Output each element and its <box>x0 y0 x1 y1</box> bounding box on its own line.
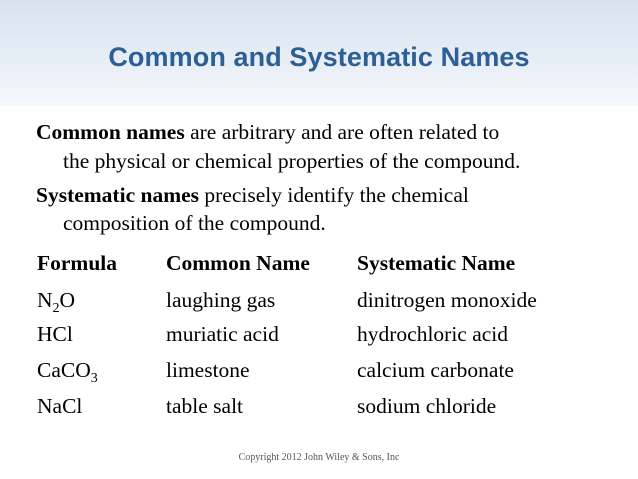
table-row <box>0 392 638 420</box>
formula-main: CaCO <box>37 358 91 382</box>
systematic-name-cell: calcium carbonate <box>357 358 514 382</box>
formula-cell <box>37 320 73 348</box>
paragraph-common-names-text: are arbitrary and are often related to <box>184 120 500 144</box>
table-row <box>0 286 638 314</box>
slide-title: Common and Systematic Names <box>108 42 530 72</box>
common-name-cell: laughing gas <box>166 288 276 312</box>
common-name-cell: limestone <box>166 358 250 382</box>
formula-subscript: 2 <box>52 301 60 316</box>
paragraph-systematic-names-line2: composition of the compound. <box>63 211 326 235</box>
formula-cell <box>37 356 98 384</box>
systematic-name-cell: dinitrogen monoxide <box>357 288 537 312</box>
formula-cell <box>37 392 82 420</box>
copyright-footer: Copyright 2012 John Wiley & Sons, Inc <box>238 452 400 463</box>
common-name-cell: muriatic acid <box>166 322 279 346</box>
term-common-names: Common names <box>36 120 185 144</box>
common-name-cell: table salt <box>166 394 244 418</box>
column-header-common-name: Common Name <box>166 251 310 275</box>
table-header-row <box>0 249 638 277</box>
column-header-systematic-name: Systematic Name <box>357 251 516 275</box>
paragraph-common-names-line1 <box>36 118 499 146</box>
systematic-name-cell: sodium chloride <box>357 394 497 418</box>
column-header-formula: Formula <box>37 251 118 275</box>
paragraph-systematic-names-line1 <box>36 181 469 209</box>
formula-main: NaCl <box>37 394 83 418</box>
table-row <box>0 320 638 348</box>
table-row <box>0 356 638 384</box>
formula-subscript: 3 <box>90 371 98 386</box>
formula-cell <box>37 286 75 314</box>
paragraph-common-names-line2: the physical or chemical properties of the compound. <box>63 149 521 173</box>
formula-main: HCl <box>37 322 73 346</box>
systematic-name-cell: hydrochloric acid <box>357 322 509 346</box>
formula-tail: O <box>59 288 76 312</box>
term-systematic-names: Systematic names <box>36 183 200 207</box>
paragraph-systematic-names-text: precisely identify the chemical <box>199 183 469 207</box>
formula-main: N <box>37 288 53 312</box>
